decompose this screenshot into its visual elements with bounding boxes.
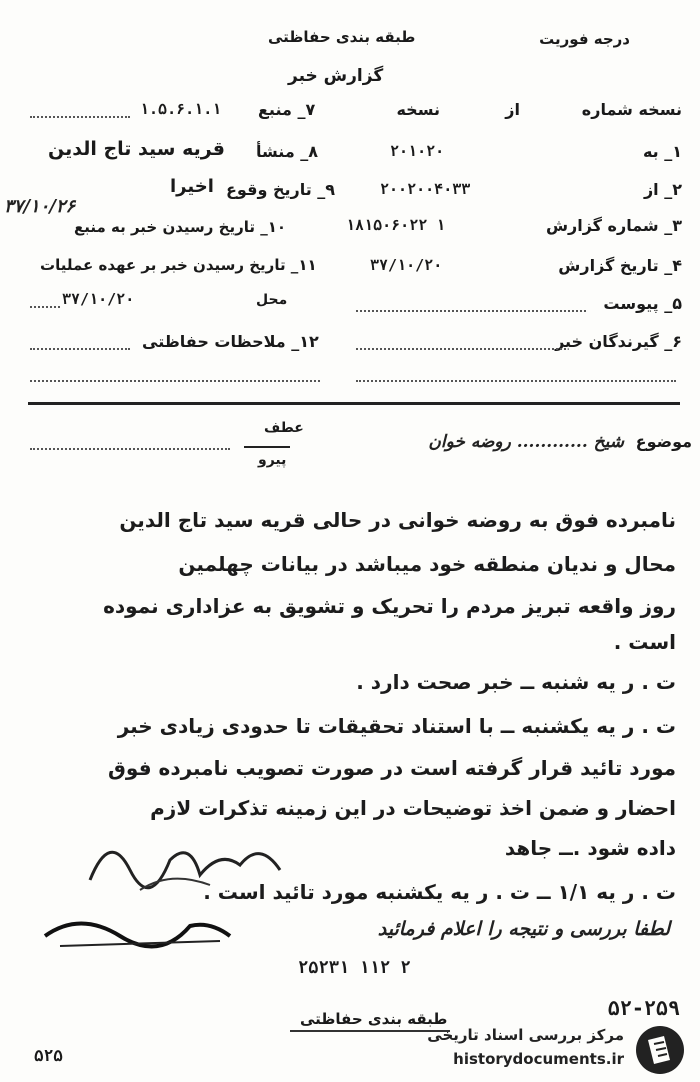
news-to-source-date-value: ۳۷/۱۰/۲۶ [4, 196, 76, 217]
section-divider [28, 402, 680, 405]
body-line: داده شود .ــ جاهد [504, 836, 676, 860]
watermark-name: مرکز بررسی اسناد تاریخی [427, 1026, 624, 1044]
copy-number-label: نسخه شماره [581, 100, 682, 119]
report-title: گزارش خبر [288, 66, 384, 86]
dotted-line [30, 348, 130, 350]
dotted-line [30, 306, 60, 308]
handwritten-note: لطفا بررسی و نتیجه را اعلام فرمائید [377, 918, 670, 940]
body-line: مورد تائید قرار گرفته است در صورت تصویب نامبرده فوق [108, 756, 676, 780]
report-number-label: ۳_ شماره گزارش [545, 216, 682, 235]
body-line: ت . ر یه یکشنبه ــ با استناد تحقیقات تا حدودی زیادی خبر [117, 714, 676, 738]
body-line: ت . ر یه ۱/۱ ــ ت . ر یه یکشنبه مورد تائید است . [203, 880, 676, 904]
archive-logo-icon [634, 1024, 686, 1076]
classification-header: طبقه بندی حفاظتی [268, 28, 416, 46]
field-to-value: ۲۰۱۰۲۰ [390, 142, 445, 160]
report-number-value: ۱۸۱۵۰۶۰۲۲ ۱ [346, 216, 446, 234]
signature-scribble [40, 906, 240, 956]
security-notes-label: ۱۲_ ملاحظات حفاظتی [142, 332, 319, 351]
location-label: محل [256, 292, 288, 308]
dotted-line [30, 116, 130, 118]
document-code: ۵۲-۲۵۹ [607, 996, 680, 1020]
page-number: ۵۲۵ [34, 1046, 63, 1065]
copy-from-label: از [505, 100, 520, 119]
dotted-line [30, 448, 230, 450]
stamp-underline [290, 1030, 450, 1032]
body-line: محال و ندیان منطقه خود میباشد در بیانات چهلمین [178, 552, 676, 576]
report-date-label: ۴_ تاریخ گزارش [558, 256, 682, 275]
subject-value: شیخ ............ روضه خوان [428, 432, 624, 452]
signature-scribble [80, 820, 340, 900]
dotted-line [356, 380, 676, 382]
body-line: ت . ر یه شنبه ــ خبر صحت دارد . [356, 670, 676, 694]
source-value: ۱.۵.۶.۱.۱ [140, 100, 222, 118]
recipients-label: ۶_ گیرندگان خبر [555, 332, 682, 351]
origin-label: ۸_ منشأ [256, 142, 319, 161]
source-label: ۷_ منبع [258, 100, 316, 119]
dotted-line [356, 310, 586, 312]
occurrence-date-value: اخیرا [170, 176, 214, 197]
classification-stamp: طبقه بندی حفاظتی [300, 1010, 448, 1028]
reference-divider [244, 446, 290, 448]
body-line: نامبرده فوق به روضه خوانی در حالی قریه سید تاج الدین [119, 508, 676, 532]
field-to-label: ۱_ به [642, 142, 682, 161]
copies-label: نسخه [396, 100, 440, 119]
body-line: روز واقعه تبریز مردم را تحریک و تشویق به عزاداری نموده [103, 594, 676, 618]
occurrence-date-label: ۹_ تاریخ وقوع [226, 180, 336, 199]
subject-label: موضوع [635, 432, 692, 451]
handwritten-numbers: ۲۵۲۳۱ ۱۱۲ ۲ [298, 958, 411, 978]
report-date-value: ۳۷/۱۰/۲۰ [370, 256, 443, 274]
location-value: ۳۷/۱۰/۲۰ [62, 290, 135, 308]
field-from-value: ۲۰۰۲۰۰۴۰۳۳ [380, 180, 471, 198]
news-to-source-date-label: ۱۰_ تاریخ رسیدن خبر به منبع [74, 218, 287, 236]
attachment-label: ۵_ پیوست [603, 294, 682, 313]
watermark-url: historydocuments.ir [453, 1050, 624, 1068]
origin-value: قریه سید تاج الدین [48, 138, 225, 160]
follow-up-label: پیرو [258, 452, 287, 468]
news-to-ops-date-label: ۱۱_ تاریخ رسیدن خبر بر عهده عملیات [40, 256, 317, 274]
field-from-label: ۲_ از [643, 180, 682, 199]
reference-label: عطف [264, 420, 304, 436]
priority-label: درجه فوریت [539, 30, 630, 48]
body-line: احضار و ضمن اخذ توضیحات در این زمینه تذکرات لازم [150, 796, 676, 820]
dotted-line [356, 348, 566, 350]
body-line: است . [613, 630, 676, 654]
dotted-line [30, 380, 320, 382]
